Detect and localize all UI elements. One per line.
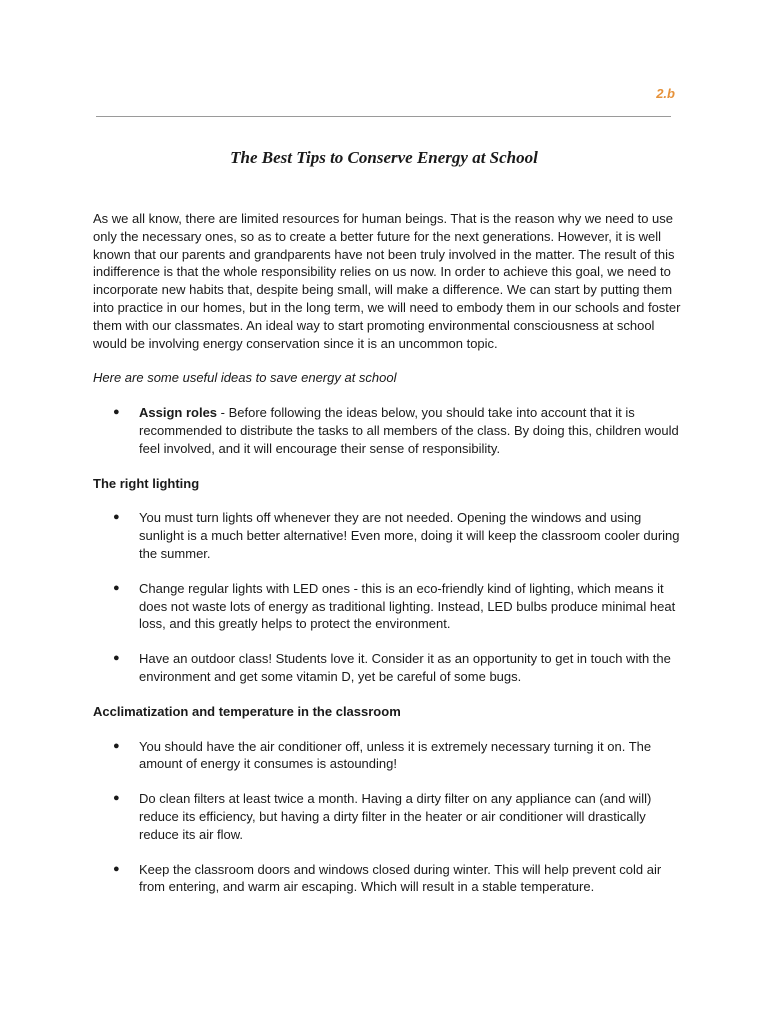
list-item (93, 650, 683, 686)
intro-paragraph: As we all know, there are limited resources for human beings. That is the reason why we need to use only the necessary ones, so as to create a better future for the next generations. However, it is well known that our parents and grandparents have not been truly involved in the matter. The result of this indifference is that the whole responsibility relies on us now. In order to achieve this goal, we need to incorporate new habits that, despite being small, will make a difference. We can start by putting them into practice in our homes, but in the long term, we will need to embody them in our schools and foster them with our classmates. An ideal way to start promoting environmental consciousness at school would be involving energy conservation since it is an uncommon topic. (93, 211, 681, 351)
list-item (93, 580, 683, 633)
assign-roles-list (93, 404, 683, 457)
document-body (93, 210, 683, 913)
assign-roles-label: Assign roles (139, 405, 218, 421)
section-heading-lighting: The right lighting (93, 475, 200, 491)
list-item (93, 738, 683, 774)
document-title: The Best Tips to Conserve Energy at School (230, 148, 538, 167)
list-item-text: Do clean filters at least twice a month. Having a dirty filter on any appliance can (and will) reduce its efficiency, but having a dirty filter in the heater or air conditioner will drastically reduce its air flow. (139, 791, 652, 842)
bullet-icon: ● (113, 792, 120, 805)
list-item (93, 790, 683, 843)
bullet-icon: ● (113, 406, 120, 419)
list-item (93, 509, 683, 562)
list-item-text: Have an outdoor class! Students love it. Consider it as an opportunity to get in touch with the environment and get some vitamin D, yet be careful of some bugs. (139, 651, 671, 684)
bullet-icon: ● (113, 739, 120, 752)
list-item-text: Keep the classroom doors and windows closed during winter. This will help prevent cold air from entering, and warm air escaping. Which will result in a stable temperature. (139, 861, 662, 895)
list-item-text: You must turn lights off whenever they are not needed. Opening the windows and using sunlight is a much better alternative! Even more, doing it will keep the classroom cooler during the summer. (139, 510, 680, 561)
list-item-text: Change regular lights with LED ones - this is an eco-friendly kind of lighting, which means it does not waste lots of energy as traditional lighting. Instead, LED bulbs produce minimal heat loss, and this greatly helps to protect the environment. (139, 580, 676, 632)
bullet-icon: ● (113, 652, 120, 665)
list-item-text: You should have the air conditioner off, unless it is extremely necessary turning it on. The amount of energy it consumes is astounding! (139, 738, 652, 772)
acclimatization-list (93, 738, 683, 897)
list-item (93, 404, 683, 457)
lighting-list (93, 509, 683, 685)
list-item (93, 861, 683, 897)
header-tag: 2.b (656, 86, 675, 101)
lead-sentence: Here are some useful ideas to save energy at school (93, 370, 397, 386)
bullet-icon: ● (113, 581, 120, 594)
bullet-icon: ● (113, 862, 120, 875)
header-divider (96, 116, 671, 117)
assign-roles-text: - Before following the ideas below, you should take into account that it is recommended to distribute the tasks to all members of the class. By doing this, children would feel involved, and it will encourage their sense of responsibility. (139, 405, 679, 456)
section-heading-acclimatization: Acclimatization and temperature in the classroom (93, 703, 401, 719)
bullet-icon: ● (113, 511, 120, 524)
